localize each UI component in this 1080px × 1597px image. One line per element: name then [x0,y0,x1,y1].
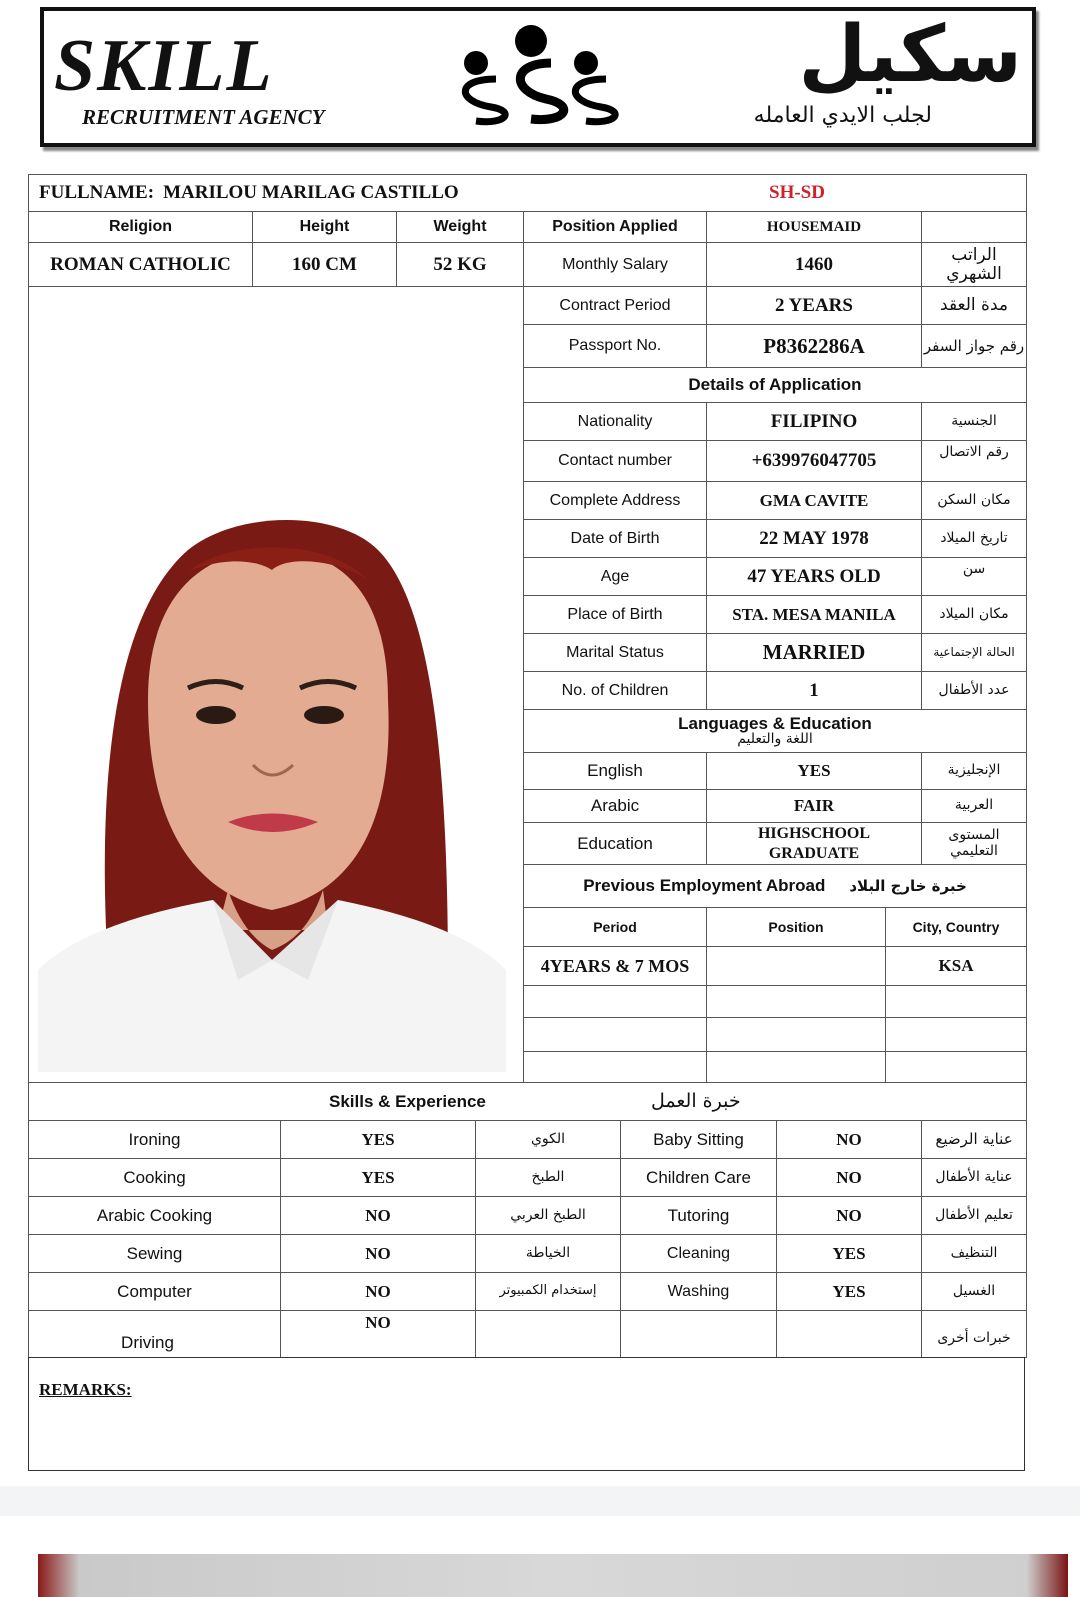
passport-arabic: رقم جواز السفر [921,324,1027,368]
skill-baby-sitting-arabic: عناية الرضيع [921,1120,1027,1159]
contract-period-value: 2 YEARS [706,286,922,325]
weight-header: Weight [396,211,524,243]
height-value: 160 CM [252,242,397,287]
age-arabic: سن [921,557,1027,596]
brand-name: SKILL [54,25,274,107]
brand-name-arabic: سكيل [798,10,1022,100]
place-of-birth-arabic: مكان الميلاد [921,595,1027,634]
skill-sewing-label: Sewing [28,1234,281,1273]
contact-number-arabic: رقم الاتصال [921,440,1027,482]
applicant-photo [38,500,506,1072]
address-label: Complete Address [523,481,707,520]
skill-children-care-arabic: عناية الأطفال [921,1158,1027,1197]
employment-title: Previous Employment Abroad [583,876,826,895]
height-header: Height [252,211,397,243]
children-arabic: عدد الأطفال [921,671,1027,710]
skill-washing-arabic: الغسيل [921,1272,1027,1311]
skill-computer-label: Computer [28,1272,281,1311]
religion-header: Religion [28,211,253,243]
skills-title: Skills & Experience [329,1091,486,1111]
employment-title-arabic: خبرة خارج البلاد [849,876,967,895]
remarks-box [28,1357,1025,1471]
fullname-value: MARILOU MARILAG CASTILLO [163,182,459,203]
date-of-birth-label: Date of Birth [523,519,707,558]
employment-empty-cell [706,985,886,1018]
skill-washing-label: Washing [620,1272,777,1311]
position-applied-arabic [921,211,1027,243]
marital-status-value: MARRIED [706,633,922,672]
agency-banner [40,7,1036,147]
skill-ironing-label: Ironing [28,1120,281,1159]
education-value: HIGHSCHOOL GRADUATE [706,822,922,865]
place-of-birth-label: Place of Birth [523,595,707,634]
monthly-salary-arabic: الراتب الشهري [921,242,1027,287]
marital-status-label: Marital Status [523,633,707,672]
skill-ironing-value: YES [280,1120,476,1159]
position-applied-label: Position Applied [523,211,707,243]
skill-arabic-cooking-value: NO [280,1196,476,1235]
languages-title-arabic: اللغة والتعليم [737,730,813,747]
remarks-label: REMARKS: [39,1380,132,1399]
languages-section-title [523,709,1027,753]
page-separator [0,1486,1080,1516]
employment-empty-cell [885,1017,1027,1052]
next-page-preview [38,1554,1068,1597]
religion-value: ROMAN CATHOLIC [28,242,253,287]
skill-tutoring-arabic: تعليم الأطفال [921,1196,1027,1235]
employment-header-period: Period [523,907,707,947]
skill-cleaning-value: YES [776,1234,922,1273]
employment-header-city-country: City, Country [885,907,1027,947]
brand-subtitle: RECRUITMENT AGENCY [82,105,325,129]
employment-empty-cell [523,1051,707,1083]
skill-driving-value: NO [280,1310,476,1358]
employment-empty-cell [885,1051,1027,1083]
address-arabic: مكان السكن [921,481,1027,520]
nationality-value: FILIPINO [706,402,922,441]
skill-other-value [776,1310,922,1358]
contract-period-arabic: مدة العقد [921,286,1027,325]
employment-row-period: 4YEARS & 7 MOS [523,946,707,986]
passport-value: P8362286A [706,324,922,368]
skill-cooking-value: YES [280,1158,476,1197]
portrait-image [38,500,506,1072]
skill-cleaning-arabic: التنظيف [921,1234,1027,1273]
three-people-icon [436,21,626,131]
skill-washing-value: YES [776,1272,922,1311]
monthly-salary-value: 1460 [706,242,922,287]
skill-baby-sitting-label: Baby Sitting [620,1120,777,1159]
english-label: English [523,752,707,790]
place-of-birth-value: STA. MESA MANILA [706,595,922,634]
employment-empty-cell [523,1017,707,1052]
arabic-value: FAIR [706,789,922,823]
age-label: Age [523,557,707,596]
arabic-label: Arabic [523,789,707,823]
employment-row-position [706,946,886,986]
passport-label: Passport No. [523,324,707,368]
skill-arabic-cooking-arabic: الطبخ العربي [475,1196,621,1235]
brand-subtitle-arabic: لجلب الايدي العامله [753,103,932,128]
monthly-salary-label: Monthly Salary [523,242,707,287]
english-value: YES [706,752,922,790]
contact-number-value: +639976047705 [706,440,922,482]
employment-section-title [523,864,1027,908]
employment-empty-cell [706,1017,886,1052]
age-value: 47 YEARS OLD [706,557,922,596]
employment-empty-cell [523,985,707,1018]
arabic-arabic: العربية [921,789,1027,823]
employment-empty-cell [885,985,1027,1018]
skill-arabic-cooking-label: Arabic Cooking [28,1196,281,1235]
marital-status-arabic: الحالة الإجتماعية [921,633,1027,672]
skill-children-care-value: NO [776,1158,922,1197]
skill-other-arabic: خبرات أخرى [921,1310,1027,1358]
fullname-row [28,174,1027,212]
skill-tutoring-label: Tutoring [620,1196,777,1235]
position-applied-value: HOUSEMAID [706,211,922,243]
date-of-birth-value: 22 MAY 1978 [706,519,922,558]
fullname-label: FULLNAME: [39,182,155,203]
skill-cooking-label: Cooking [28,1158,281,1197]
children-value: 1 [706,671,922,710]
employment-header-position: Position [706,907,886,947]
children-label: No. of Children [523,671,707,710]
weight-value: 52 KG [396,242,524,287]
skills-title-arabic: خبرة العمل [651,1090,741,1113]
languages-title: Languages & Education [678,713,872,733]
skill-ironing-arabic: الكوي [475,1120,621,1159]
education-arabic: المستوى التعليمي [921,822,1027,865]
nationality-arabic: الجنسية [921,402,1027,441]
skill-driving-label: Driving [28,1310,281,1358]
education-label: Education [523,822,707,865]
skill-sewing-arabic: الخياطة [475,1234,621,1273]
details-section-title: Details of Application [523,367,1027,403]
skill-baby-sitting-value: NO [776,1120,922,1159]
employment-empty-cell [706,1051,886,1083]
skill-cleaning-label: Cleaning [620,1234,777,1273]
skill-tutoring-value: NO [776,1196,922,1235]
date-of-birth-arabic: تاريخ الميلاد [921,519,1027,558]
skill-cooking-arabic: الطبخ [475,1158,621,1197]
skills-section-title [28,1082,1027,1121]
contact-number-label: Contact number [523,440,707,482]
english-arabic: الإنجليزية [921,752,1027,790]
employment-row-city-country: KSA [885,946,1027,986]
contract-period-label: Contract Period [523,286,707,325]
skill-children-care-label: Children Care [620,1158,777,1197]
reference-code: SH-SD [769,182,825,203]
address-value: GMA CAVITE [706,481,922,520]
nationality-label: Nationality [523,402,707,441]
skill-computer-value: NO [280,1272,476,1311]
skill-driving-arabic [475,1310,621,1358]
skill-computer-arabic: إستخدام الكمبيوتر [475,1272,621,1311]
skill-sewing-value: NO [280,1234,476,1273]
skill-other-label [620,1310,777,1358]
